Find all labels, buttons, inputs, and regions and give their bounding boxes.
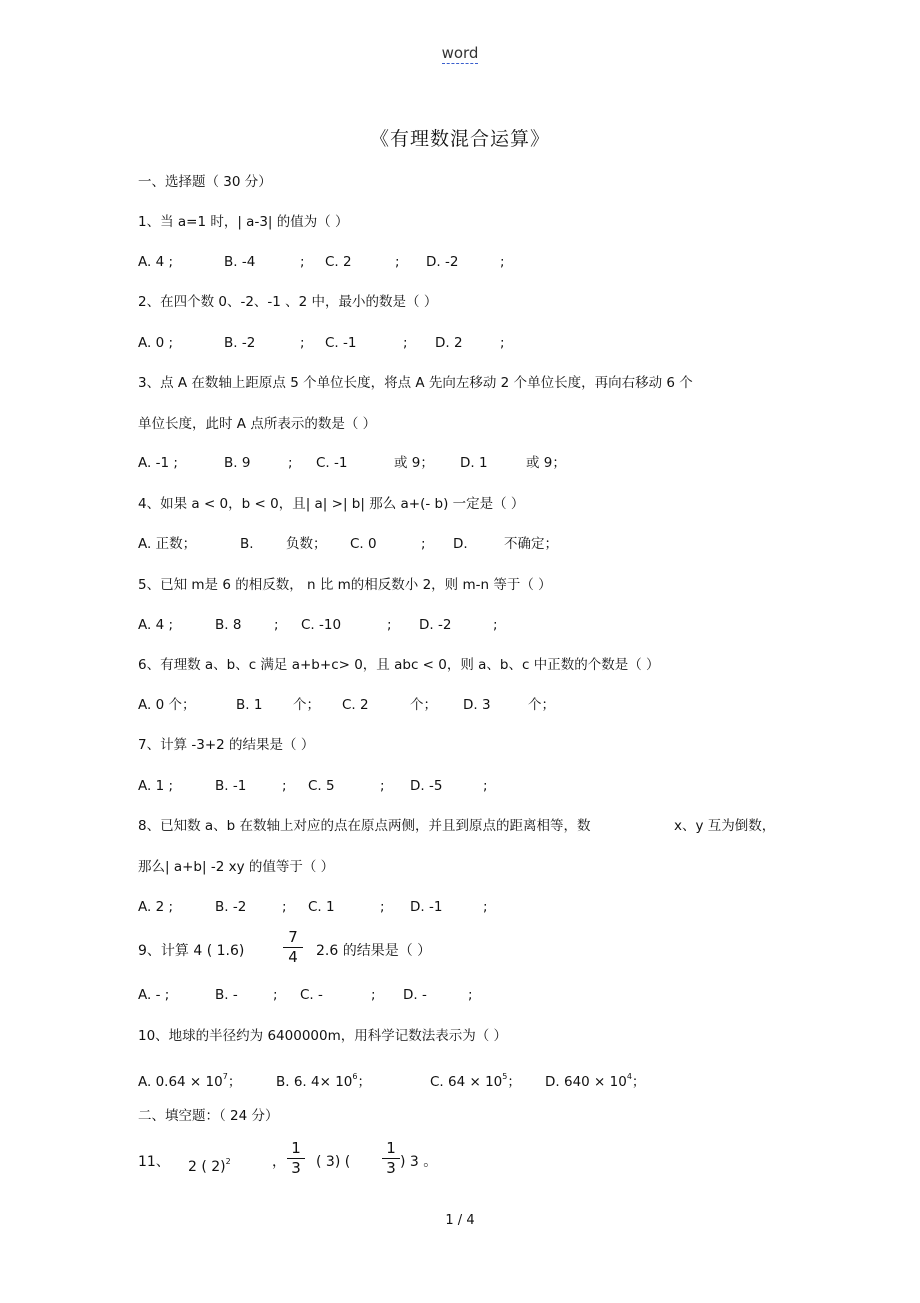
exponent: 4	[626, 1072, 632, 1081]
option-b-tail: 个；	[293, 697, 320, 713]
question-3-line-1: 3、点 A 在数轴上距原点 5 个单位长度，将点 A 先向左移动 2 个单位长度，再向右移动 6 个	[138, 375, 693, 391]
option-d-text: 不确定；	[504, 536, 558, 552]
option-d: D. 1	[460, 455, 488, 471]
document-title: 《有理数混合运算》	[369, 128, 550, 150]
question-5: 5、已知 m是 6 的相反数， n 比 m的相反数小 2，则 m-n 等于（ ）	[138, 577, 552, 593]
option-c: C. -10	[301, 617, 342, 633]
fraction-numerator: 7	[283, 928, 303, 948]
option-c-tail: 或 9；	[394, 455, 434, 471]
exponent: 6	[352, 1072, 358, 1081]
question-11-expr-1: 2 ( 2)$^2$	[188, 1157, 231, 1175]
option-d: D. -	[403, 987, 427, 1003]
option-d: D.	[453, 536, 468, 552]
option-sep: ;	[493, 617, 498, 633]
option-sep: ;	[403, 335, 408, 351]
option-b: B. 8	[215, 617, 242, 633]
option-b: B. -2	[215, 899, 247, 915]
option-b: B.	[240, 536, 254, 552]
question-8-line-2: 那么| a+b| -2 xy 的值等于（ ）	[138, 859, 335, 875]
option-sep: ;	[300, 335, 305, 351]
option-sep: ;	[483, 899, 488, 915]
question-4: 4、如果 a < 0，b < 0，且| a| >| b| 那么 a+(- b) 一定是（ ）	[138, 496, 525, 512]
option-c: C. 2	[325, 254, 352, 270]
question-11-comma: ，	[272, 1154, 286, 1170]
option-c: C. -1	[316, 455, 348, 471]
option-sep: ;	[273, 987, 278, 1003]
question-8-line-1-tail: x、y 互为倒数，	[674, 818, 776, 834]
section-choice-heading: 一、选择题（ 30 分）	[138, 174, 272, 190]
section-fill-heading: 二、填空题：（ 24 分）	[138, 1108, 279, 1124]
page-header	[0, 44, 920, 62]
option-c: C. 5	[308, 778, 335, 794]
fraction-denominator: 3	[386, 1159, 396, 1177]
option-c-tail: 个；	[410, 697, 437, 713]
question-9-suffix: 2.6 的结果是（ ）	[316, 943, 432, 959]
option-a: A. 1 ;	[138, 778, 174, 794]
option-d: D. -2	[419, 617, 452, 633]
question-8-line-1: 8、已知数 a、b 在数轴上对应的点在原点两侧，并且到原点的距离相等，数	[138, 818, 591, 834]
option-b: B. 1	[236, 697, 263, 713]
question-1: 1、当 a=1 时，| a-3| 的值为（ ）	[138, 214, 349, 230]
option-b: B. 9	[224, 455, 251, 471]
option-sep: ;	[468, 987, 473, 1003]
option-a: A. 2 ;	[138, 899, 174, 915]
option-sep: ;	[380, 899, 385, 915]
option-b: B. -2	[224, 335, 256, 351]
option-sep: ;	[387, 617, 392, 633]
fraction-denominator: 4	[288, 948, 298, 966]
question-10: 10、地球的半径约为 6400000m，用科学记数法表示为（ ）	[138, 1028, 508, 1044]
option-sep: ;	[483, 778, 488, 794]
option-b: B. -1	[215, 778, 247, 794]
question-2: 2、在四个数 0、-2、-1 、2 中，最小的数是（ ）	[138, 294, 438, 310]
option-b: B. -	[215, 987, 238, 1003]
option-sep: ;	[282, 778, 287, 794]
option-c: C. -1	[325, 335, 357, 351]
option-a: A. $0.64 \times 10^7$；	[138, 1072, 242, 1090]
option-sep: ;	[421, 536, 426, 552]
option-sep: ;	[288, 455, 293, 471]
option-sep: ;	[500, 335, 505, 351]
question-9-fraction	[283, 928, 303, 967]
option-a: A. - ;	[138, 987, 170, 1003]
option-c: C. $64 \times 10^5$；	[430, 1072, 521, 1090]
option-d: D. 3	[463, 697, 491, 713]
option-a: A. 4 ;	[138, 617, 174, 633]
option-c: C. 0	[350, 536, 377, 552]
option-sep: ;	[274, 617, 279, 633]
fraction-denominator: 3	[291, 1159, 301, 1177]
question-9-prefix: 9、计算 4 ( 1.6)	[138, 943, 245, 959]
question-11-fraction-1	[287, 1139, 305, 1178]
option-d: D. -2	[426, 254, 459, 270]
option-a: A. 0 个；	[138, 697, 196, 713]
question-11-prefix: 11、	[138, 1154, 170, 1170]
option-a: A. 4 ;	[138, 254, 174, 270]
exponent: 2	[225, 1157, 231, 1166]
fraction-numerator: 1	[287, 1139, 305, 1159]
option-sep: ;	[395, 254, 400, 270]
option-b: B. 6. $4\times 10^6$；	[276, 1072, 371, 1090]
fraction-numerator: 1	[382, 1139, 400, 1159]
option-sep: ;	[371, 987, 376, 1003]
option-d: D. -5	[410, 778, 443, 794]
option-c: C. 1	[308, 899, 335, 915]
option-d: D. 2	[435, 335, 463, 351]
option-d-tail: 或 9；	[526, 455, 566, 471]
question-6: 6、有理数 a、b、c 满足 a+b+c> 0，且 abc < 0，则 a、b、c 中正数的个数是（ ）	[138, 657, 660, 673]
option-d: D. -1	[410, 899, 443, 915]
option-c: C. 2	[342, 697, 369, 713]
option-c: C. -	[300, 987, 323, 1003]
option-sep: ;	[300, 254, 305, 270]
option-b-text: 负数；	[286, 536, 327, 552]
option-a: A. 正数；	[138, 536, 197, 552]
option-sep: ;	[282, 899, 287, 915]
question-11-expr-3: ) 3 。	[400, 1154, 438, 1170]
option-sep: ;	[380, 778, 385, 794]
question-3-line-2: 单位长度，此时 A 点所表示的数是（ ）	[138, 416, 377, 432]
option-d: D. $640 \times 10^4$；	[545, 1072, 646, 1090]
option-a: A. -1 ;	[138, 455, 178, 471]
exponent: 5	[502, 1072, 508, 1081]
option-sep: ;	[500, 254, 505, 270]
option-a: A. 0 ;	[138, 335, 174, 351]
question-11-fraction-2	[382, 1139, 400, 1178]
page-number: 1 / 4	[445, 1213, 475, 1228]
exponent: 7	[222, 1072, 228, 1081]
option-b: B. -4	[224, 254, 256, 270]
question-11-expr-2: ( 3) (	[316, 1154, 351, 1170]
option-d-tail: 个；	[528, 697, 555, 713]
question-7: 7、计算 -3+2 的结果是（ ）	[138, 737, 315, 753]
header-word: word	[441, 44, 479, 62]
